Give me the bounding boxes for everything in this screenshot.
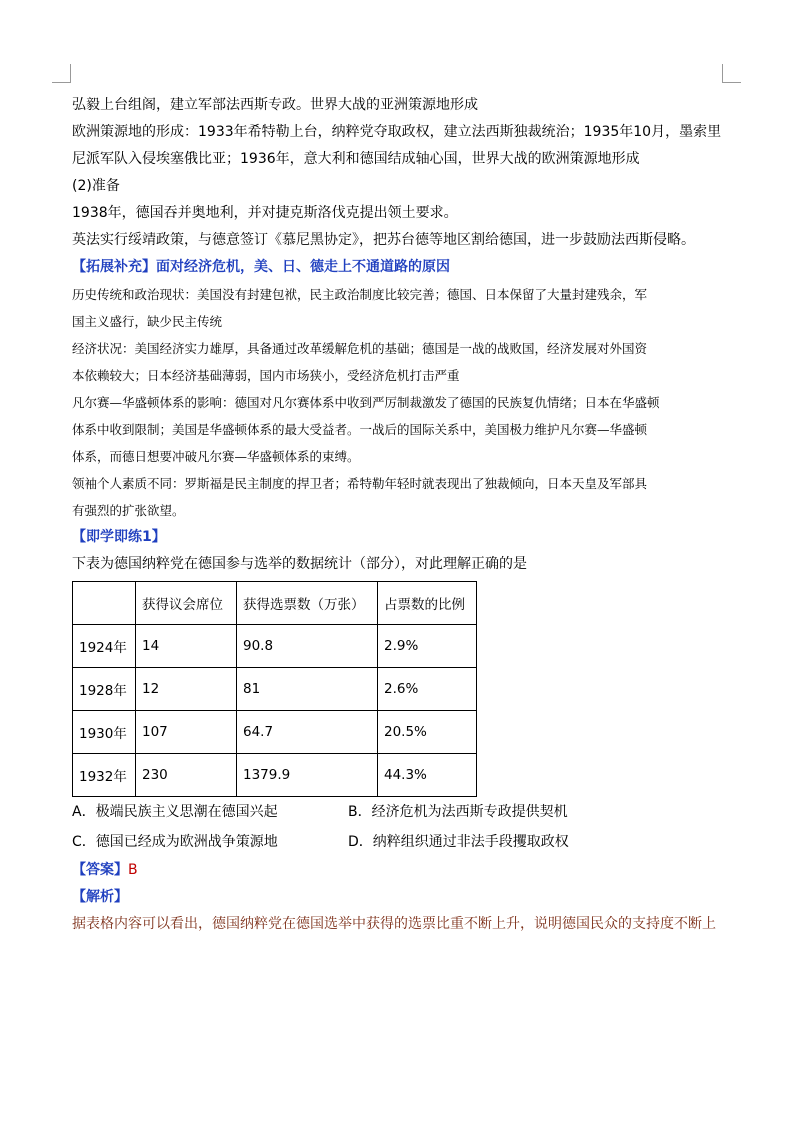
question-text: 下表为德国纳粹党在德国参与选举的数据统计（部分），对此理解正确的是	[72, 556, 527, 572]
text-line: 英法实行绥靖政策，与德意签订《慕尼黑协定》，把苏台德等地区割给德国，进一步鼓励法西斯侵略。	[72, 232, 695, 248]
table-cell: 230	[136, 754, 237, 797]
text-line: 1938年，德国吞并奥地利，并对捷克斯洛伐克提出领土要求。	[72, 205, 458, 221]
table-cell: 1924年	[73, 625, 136, 668]
expand-paragraph-4	[72, 470, 732, 524]
table-header-cell: 获得选票数（万张）	[237, 582, 378, 625]
text-line: 体系中收到限制；美国是华盛顿体系的最大受益者。一战后的国际关系中，美国极力维护凡尔赛—华盛顿	[72, 422, 648, 437]
table-cell: 44.3%	[378, 754, 477, 797]
table-row	[73, 668, 477, 711]
table-cell: 1932年	[73, 754, 136, 797]
text-line: 本依赖较大；日本经济基础薄弱，国内市场狭小，受经济危机打击严重	[72, 368, 460, 383]
table-cell: 12	[136, 668, 237, 711]
analysis-label: 【解析】	[72, 889, 128, 905]
table-cell: 1379.9	[237, 754, 378, 797]
expand-paragraph-2	[72, 335, 732, 389]
table-cell: 90.8	[237, 625, 378, 668]
election-data-table	[72, 581, 477, 797]
expand-title: 【拓展补充】面对经济危机，美、日、德走上不通道路的原因	[72, 259, 450, 275]
option-d: D．纳粹组织通过非法手段攫取政权	[348, 834, 569, 850]
options-row-1	[72, 797, 732, 827]
table-cell: 20.5%	[378, 711, 477, 754]
practice-title: 【即学即练1】	[72, 529, 166, 545]
table-cell: 2.6%	[378, 668, 477, 711]
answer-line	[72, 857, 732, 884]
table-cell: 64.7	[237, 711, 378, 754]
text-line: 领袖个人素质不同：罗斯福是民主制度的捍卫者；希特勒年轻时就表现出了独裁倾向，日本天皇及军部具	[72, 476, 648, 491]
table-cell: 107	[136, 711, 237, 754]
text-line: 欧洲策源地的形成：1933年希特勒上台，纳粹党夺取政权，建立法西斯独裁统治；1935年10月，墨索里	[72, 124, 722, 140]
options-row-2	[72, 827, 732, 857]
option-c: C．德国已经成为欧洲战争策源地	[72, 834, 278, 850]
table-cell: 1928年	[73, 668, 136, 711]
table-cell: 14	[136, 625, 237, 668]
table-header-cell: 获得议会席位	[136, 582, 237, 625]
text-line: 弘毅上台组阁，建立军部法西斯专政。世界大战的亚洲策源地形成	[72, 97, 478, 113]
expand-paragraph-1	[72, 281, 732, 335]
text-line: 体系，而德日想要冲破凡尔赛—华盛顿体系的束缚。	[72, 449, 360, 464]
analysis-text: 据表格内容可以看出，德国纳粹党在德国选举中获得的选票比重不断上升，说明德国民众的支持度不断上	[72, 916, 716, 932]
table-cell: 2.9%	[378, 625, 477, 668]
table-header-cell: 占票数的比例	[378, 582, 477, 625]
expand-paragraph-3	[72, 389, 732, 470]
table-header-row	[73, 582, 477, 625]
section-heading: (2)准备	[72, 178, 120, 194]
table-row	[73, 625, 477, 668]
text-line: 有强烈的扩张欲望。	[72, 503, 185, 518]
option-a: A．极端民族主义思潮在德国兴起	[72, 804, 278, 820]
table-row	[73, 754, 477, 797]
page-corner-mark-right	[722, 64, 741, 83]
table-cell: 81	[237, 668, 378, 711]
page-corner-mark-left	[52, 64, 71, 83]
table-header-cell	[73, 582, 136, 625]
table-cell: 1930年	[73, 711, 136, 754]
table-row	[73, 711, 477, 754]
option-b: B．经济危机为法西斯专政提供契机	[348, 804, 568, 820]
answer-value: B	[128, 862, 138, 878]
text-line: 国主义盛行，缺少民主传统	[72, 314, 223, 329]
text-line: 尼派军队入侵埃塞俄比亚；1936年，意大利和德国结成轴心国，世界大战的欧洲策源地形成	[72, 151, 640, 167]
text-line: 经济状况：美国经济实力雄厚，具备通过改革缓解危机的基础；德国是一战的战败国，经济发展对外国资	[72, 341, 648, 356]
text-line: 凡尔赛—华盛顿体系的影响：德国对凡尔赛体系中收到严厉制裁激发了德国的民族复仇情绪；日本在华盛顿	[72, 395, 660, 410]
answer-label: 【答案】	[72, 862, 128, 878]
text-line: 历史传统和政治现状：美国没有封建包袱，民主政治制度比较完善；德国、日本保留了大量封建残余，军	[72, 287, 648, 302]
document-page	[72, 92, 732, 938]
